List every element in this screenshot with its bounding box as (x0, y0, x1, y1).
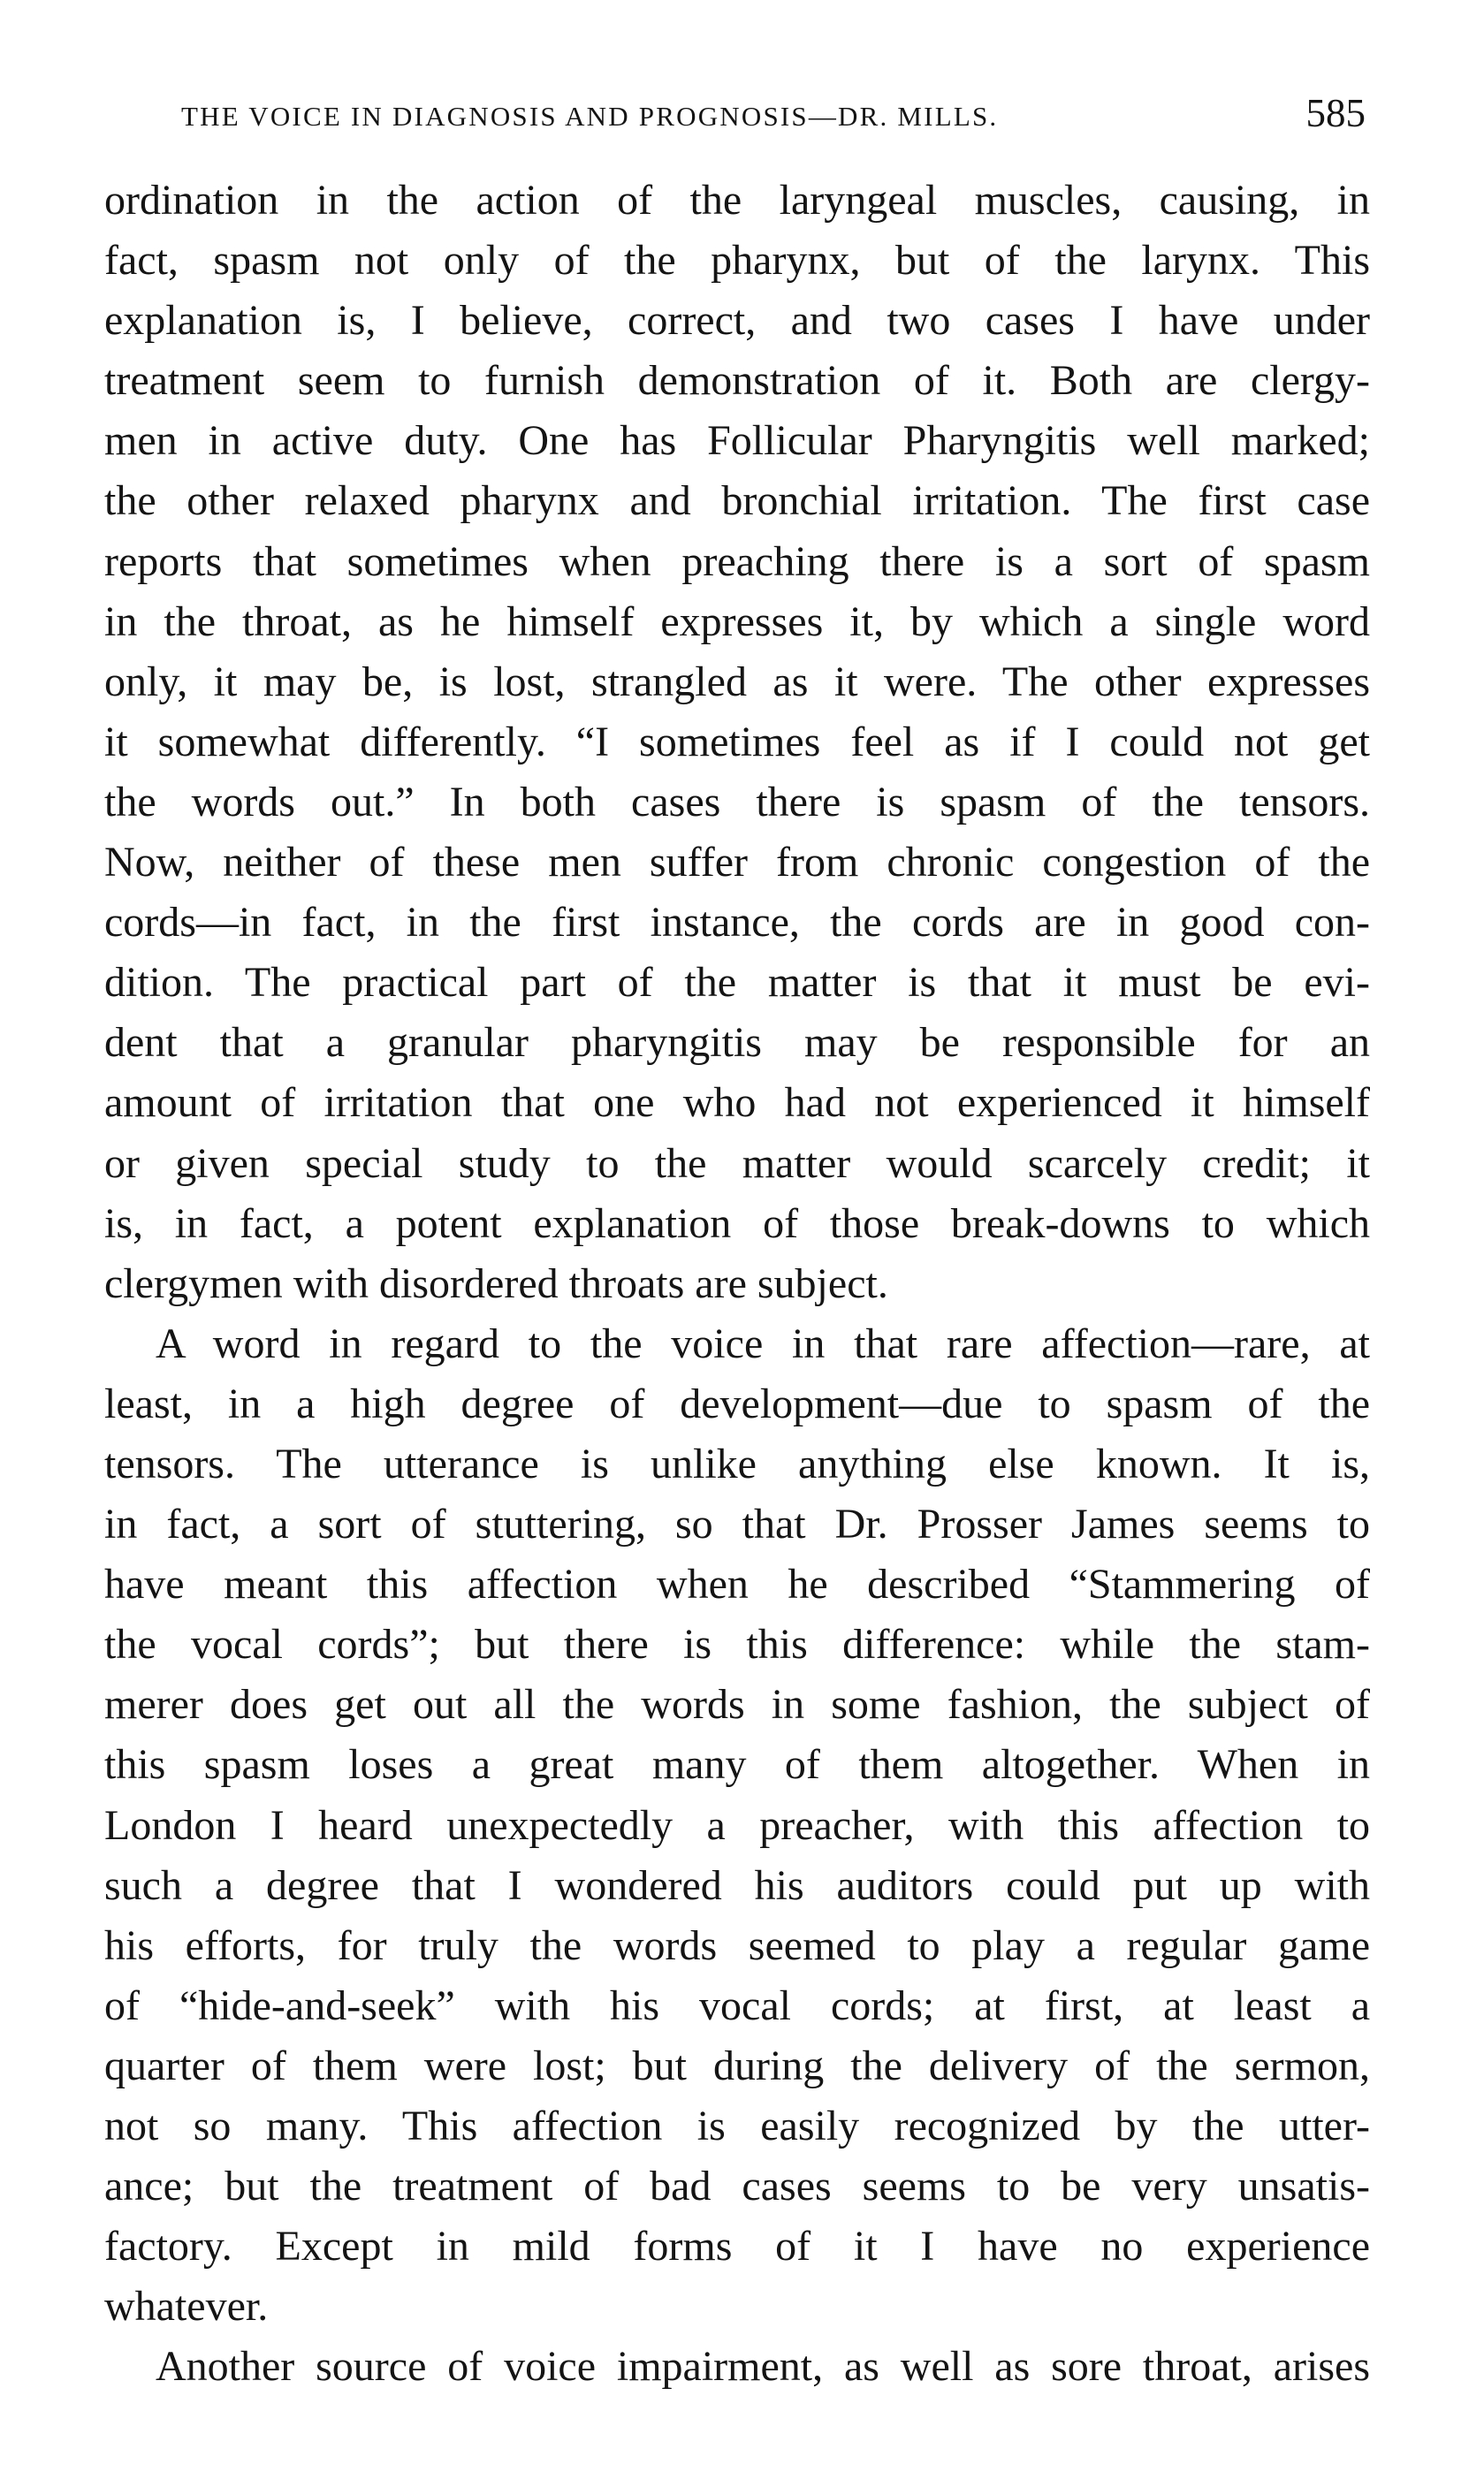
text-line: in the throat, as he himself expresses it, by which a single word (104, 597, 1370, 645)
text-line: quarter of them were lost; but during the delivery of the sermon, (104, 2042, 1370, 2089)
text-line: the words out.” In both cases there is spasm of the tensors. (104, 778, 1370, 825)
text-line: have meant this affection when he described “Stammering of (104, 1561, 1370, 1609)
text-line: amount of irritation that one who had not experienced it himself (104, 1079, 1370, 1127)
text-line: treatment seem to furnish demonstration of it. Both are clergy- (104, 357, 1370, 405)
text-line: Now, neither of these men suffer from chronic congestion of the (104, 839, 1370, 886)
text-line: such a degree that I wondered his auditors could put up with (104, 1861, 1370, 1909)
text-line: tensors. The utterance is unlike anything else known. It is, (104, 1440, 1370, 1487)
text-line-paragraph-end: clergymen with disordered throats are subject. (104, 1259, 888, 1307)
text-line: dent that a granular pharyngitis may be responsible for an (104, 1019, 1370, 1067)
text-line: men in active duty. One has Follicular Pharyngitis well marked; (104, 417, 1370, 465)
text-line: not so many. This affection is easily recognized by the utter- (104, 2103, 1370, 2149)
text-line: is, in fact, a potent explanation of those break-downs to which (104, 1199, 1370, 1247)
body-text (104, 171, 1370, 2397)
text-line: ordination in the action of the laryngeal muscles, causing, in (104, 177, 1370, 224)
text-line: London I heard unexpectedly a preacher, with this affection to (104, 1801, 1370, 1849)
page-number: 585 (1305, 91, 1366, 135)
text-line: explanation is, I believe, correct, and two cases I have under (104, 297, 1370, 345)
text-line: or given special study to the matter would scarcely credit; it (104, 1139, 1370, 1187)
text-line: it somewhat differently. “I sometimes feel as if I could not get (104, 718, 1370, 765)
text-line: the vocal cords”; but there is this difference: while the stam- (104, 1621, 1370, 1669)
text-line-paragraph-start: A word in regard to the voice in that rare affection—rare, at (156, 1320, 1370, 1367)
text-line: dition. The practical part of the matter is that it must be evi- (104, 959, 1370, 1007)
text-line: reports that sometimes when preaching there is a sort of spasm (104, 537, 1370, 585)
text-line: merer does get out all the words in some fashion, the subject of (104, 1681, 1370, 1729)
text-line: ance; but the treatment of bad cases seems to be very unsatis- (104, 2163, 1370, 2210)
running-title: THE VOICE IN DIAGNOSIS AND PROGNOSIS—DR. MILLS. (181, 101, 999, 132)
text-line: factory. Except in mild forms of it I have no experience (104, 2223, 1370, 2270)
text-line: fact, spasm not only of the pharynx, but of the larynx. This (104, 237, 1370, 285)
text-line: least, in a high degree of development—due to spasm of the (104, 1380, 1370, 1427)
text-line: the other relaxed pharynx and bronchial irritation. The first case (104, 477, 1370, 525)
text-line: this spasm loses a great many of them altogether. When in (104, 1741, 1370, 1789)
text-line: only, it may be, is lost, strangled as it were. The other expresses (104, 658, 1370, 705)
text-line: his efforts, for truly the words seemed to play a regular game (104, 1921, 1370, 1969)
text-line: cords—in fact, in the first instance, the cords are in good con- (104, 899, 1370, 947)
text-line-paragraph-end: whatever. (104, 2283, 269, 2331)
text-line: of “hide-and-seek” with his vocal cords; at first, at least a (104, 1981, 1370, 2029)
text-line: in fact, a sort of stuttering, so that Dr. Prosser James seems to (104, 1501, 1370, 1548)
running-head (181, 90, 1366, 143)
text-line-paragraph-start: Another source of voice impairment, as well as sore throat, arises (156, 2343, 1370, 2391)
